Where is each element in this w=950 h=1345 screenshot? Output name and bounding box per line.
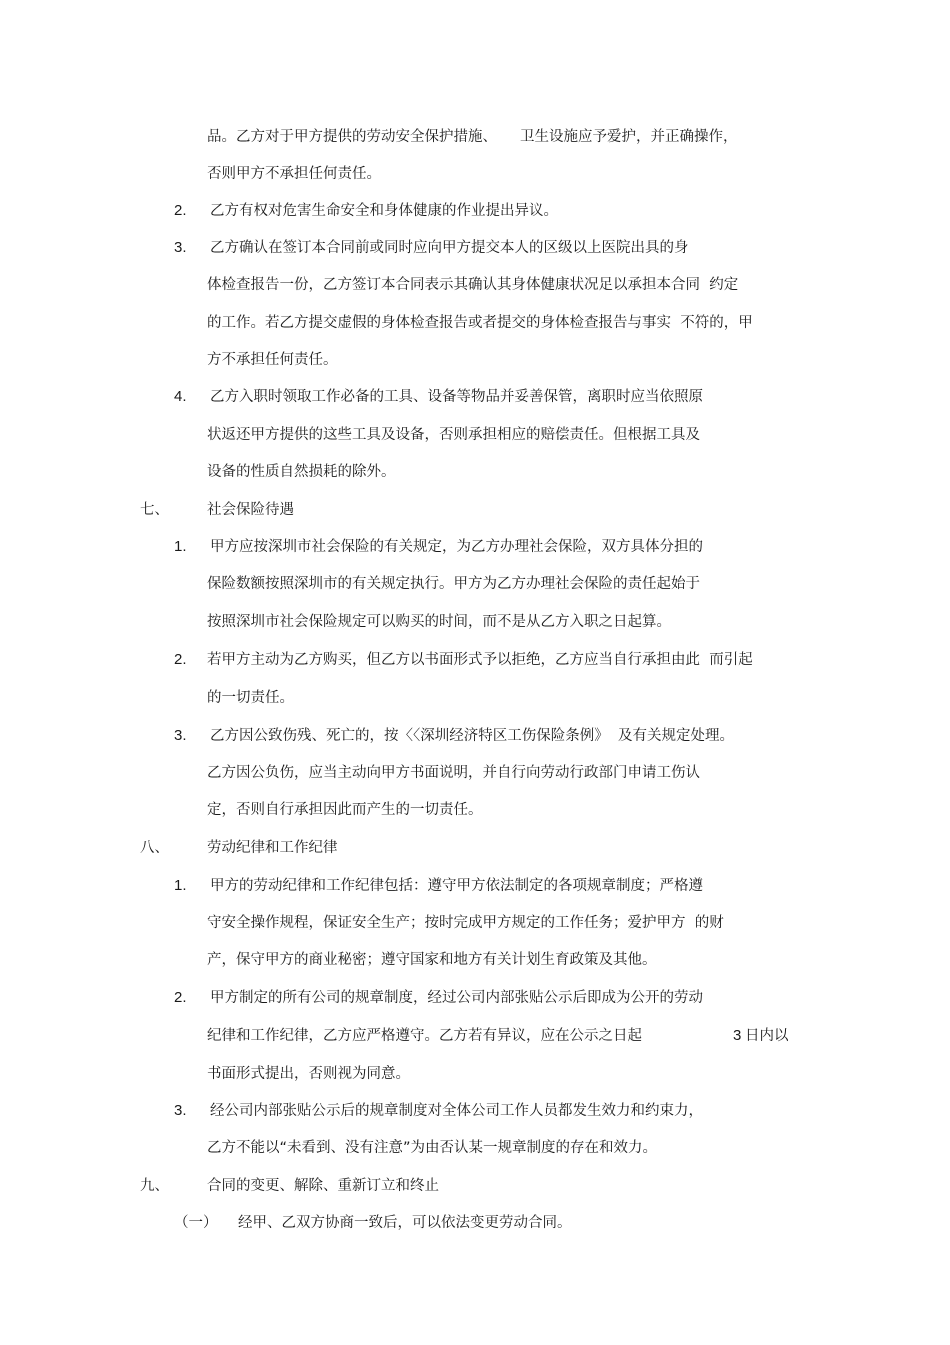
text-line: 方不承担任何责任。 <box>207 352 338 368</box>
text-line: 甲方应按深圳市社会保险的有关规定，为乙方办理社会保险，双方具体分担的 <box>210 539 703 555</box>
text-line: 甲方制定的所有公司的规章制度，经过公司内部张贴公示后即成为公开的劳动 <box>210 990 703 1006</box>
text-line: 甲方的劳动纪律和工作纪律包括：遵守甲方依法制定的各项规章制度；严格遵 <box>210 878 703 894</box>
item-number: 1. <box>174 877 187 894</box>
text-line: 乙方有权对危害生命安全和身体健康的作业提出异议。 <box>210 203 558 219</box>
text-line: 乙方入职时领取工作必备的工具、设备等物品并妥善保管，离职时应当依照原 <box>210 389 703 405</box>
item-number: 3. <box>174 239 187 256</box>
text-line: 按照深圳市社会保险规定可以购买的时间，而不是从乙方入职之日起算。 <box>207 614 671 630</box>
text-line: 否则甲方不承担任何责任。 <box>207 166 381 182</box>
section-heading: 合同的变更、解除、重新订立和终止 <box>207 1178 439 1194</box>
text-line: 书面形式提出，否则视为同意。 <box>207 1066 410 1082</box>
text-line: 经公司内部张贴公示后的规章制度对全体公司工作人员都发生效力和约束力， <box>210 1103 703 1119</box>
item-number: 2. <box>174 202 187 219</box>
text-line: 经甲、乙双方协商一致后，可以依法变更劳动合同。 <box>238 1215 572 1231</box>
text-line: 产，保守甲方的商业秘密；遵守国家和地方有关计划生育政策及其他。 <box>207 952 657 968</box>
section-number: 七、 <box>140 502 169 518</box>
text-line: 乙方因公负伤，应当主动向甲方书面说明，并自行向劳动行政部门申请工伤认 <box>207 765 700 781</box>
text-line: 的一切责任。 <box>207 690 294 706</box>
text-line: 若甲方主动为乙方购买，但乙方以书面形式予以拒绝，乙方应当自行承担由此 而引起 <box>207 652 753 668</box>
text-line: 守安全操作规程，保证安全生产；按时完成甲方规定的工作任务；爱护甲方 的财 <box>207 915 724 931</box>
text-line: 乙方不能以“未看到、没有注意”为由否认某一规章制度的存在和效力。 <box>207 1140 658 1156</box>
text-line: 纪律和工作纪律，乙方应严格遵守。乙方若有异议，应在公示之日起 <box>207 1028 642 1044</box>
text-line: 设备的性质自然损耗的除外。 <box>207 464 396 480</box>
item-number: 3. <box>174 1102 187 1119</box>
text-line: 状返还甲方提供的这些工具及设备，否则承担相应的赔偿责任。但根据工具及 <box>207 427 700 443</box>
item-number: 2. <box>174 651 187 668</box>
text-line: 体检查报告一份，乙方签订本合同表示其确认其身体健康状况足以承担本合同 约定 <box>207 277 739 293</box>
text-line: 的工作。若乙方提交虚假的身体检查报告或者提交的身体检查报告与事实 不符的，甲 <box>207 315 753 331</box>
text-line: 乙方确认在签订本合同前或同时应向甲方提交本人的区级以上医院出具的身 <box>210 240 689 256</box>
item-number: 3. <box>174 727 187 744</box>
item-number: 1. <box>174 538 187 555</box>
text-line: 保险数额按照深圳市的有关规定执行。甲方为乙方办理社会保险的责任起始于 <box>207 576 700 592</box>
section-heading: 劳动纪律和工作纪律 <box>207 840 338 856</box>
section-heading: 社会保险待遇 <box>207 502 294 518</box>
item-number: 2. <box>174 989 187 1006</box>
section-number: 八、 <box>140 840 169 856</box>
text-line: 品。乙方对于甲方提供的劳动安全保护措施、 卫生设施应予爱护，并正确操作， <box>207 129 738 145</box>
text-line: 日内以 <box>745 1028 789 1044</box>
day-count: 3 <box>733 1027 742 1044</box>
item-number: 4. <box>174 388 187 405</box>
text-line: 定，否则自行承担因此而产生的一切责任。 <box>207 802 483 818</box>
text-line: 乙方因公致伤残、死亡的，按〈〈深圳经济特区工伤保险条例》 及有关规定处理。 <box>210 728 734 744</box>
section-number: 九、 <box>140 1178 169 1194</box>
sub-item-number: （一） <box>174 1215 218 1231</box>
